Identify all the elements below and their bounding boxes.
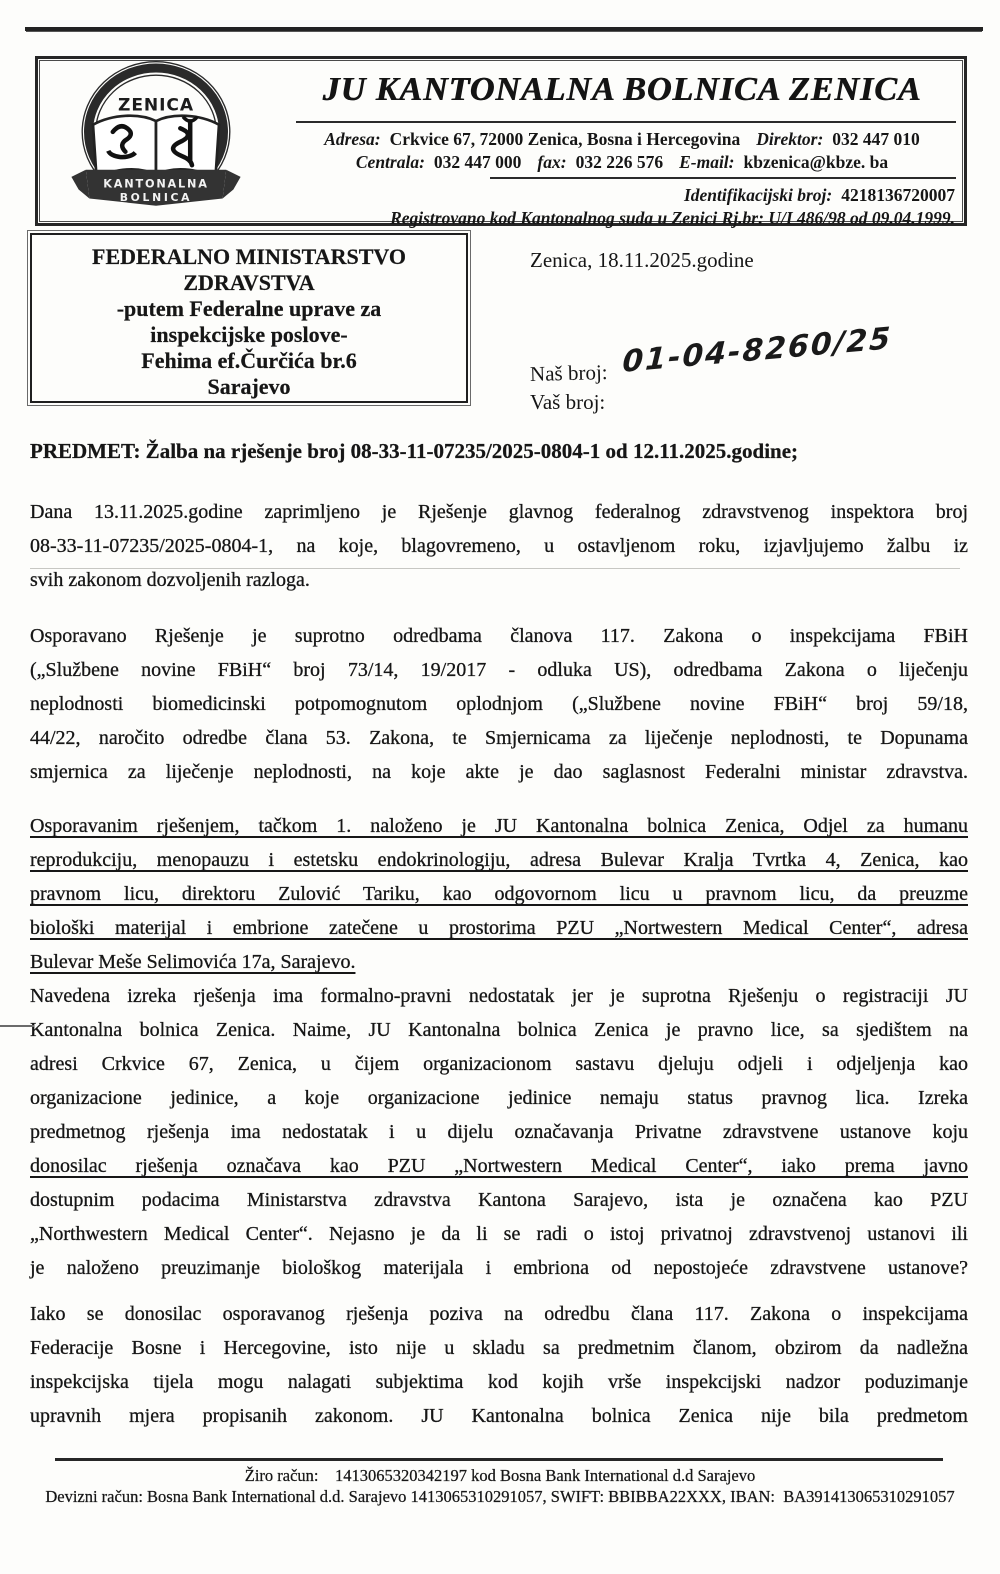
body-line: biološki materijal i embrione zatečene u prostorima PZU „Nortwestern Medical Center“, adresa — [30, 917, 968, 939]
body-line: je naloženo preuzimanje biološkog materijala i embriona od nepostojeće zdravstvene ustanove? — [30, 1257, 968, 1279]
fax-label: fax: — [537, 152, 567, 172]
body-blocks — [30, 495, 968, 1433]
scan-artifact-line — [30, 568, 960, 569]
body-line: reprodukciju, menopauzu i estetsku endokrinologiju, adresa Bulevar Kralja Tvrtka 4, Zenica, kao — [30, 849, 968, 871]
centrala-phone: 032 447 000 — [433, 152, 522, 172]
address-value: Crkvice 67, 72000 Zenica, Bosna i Hercegovina — [389, 129, 741, 149]
registration-row: Registrovano kod Kantonalnog suda u Zenici Rj.br: U/I 486/98 od 09.04.1999. — [390, 208, 955, 228]
director-label: Direktor: — [756, 129, 824, 149]
our-number-label: Naš broj: — [529, 359, 608, 387]
body-line: („Službene novine FBiH“ broj 73/14, 19/2017 - odluka US), odredbama Zakona o liječenju — [30, 659, 968, 681]
body-line: donosilac rješenja označava kao PZU „Nortwestern Medical Center“, iako prema javno — [30, 1155, 968, 1177]
recipient-line: FEDERALNO MINISTARSTVO — [92, 244, 406, 269]
body-line: 08-33-11-07235/2025-0804-1, na koje, blagovremeno, u ostavljenom roku, izjavljujemo žalbu iz — [30, 535, 968, 557]
body-line: Kantonalna bolnica Zenica. Naime, JU Kantonalna bolnica Zenica je pravno lice, sa sjedištem na — [30, 1019, 968, 1041]
centrala-label: Centrala: — [355, 152, 425, 172]
body-line: svih zakonom dozvoljenih razloga. — [30, 569, 310, 591]
paragraph — [30, 809, 968, 1285]
email-label: E-mail: — [679, 152, 735, 172]
hospital-seal-icon — [66, 61, 246, 219]
footer-rule — [55, 1458, 943, 1461]
body-line: inspekcijska tijela mogu nalagati subjektima kod kojih vrše inspekcijski nadzor poduzimanje — [30, 1371, 968, 1393]
id-number: 4218136720007 — [841, 185, 955, 205]
body-line: Dana 13.11.2025.godine zaprimljeno je Rješenje glavnog federalnog zdravstvenog inspektora broj — [30, 501, 968, 523]
body-line: organizacione jedinice, a koje organizacione jedinice nemaju status pravnog lica. Izreka — [30, 1087, 968, 1109]
subject-line: PREDMET: Žalba na rješenje broj 08-33-11-07235/2025-0804-1 od 12.11.2025.godine; — [30, 439, 799, 463]
recipient-line: Fehima ef.Čurčića br.6 — [141, 348, 357, 373]
hospital-logo — [66, 61, 246, 219]
email-value: kbzenica@kbze. ba — [743, 152, 889, 172]
organization-name: JU KANTONALNA BOLNICA ZENICA — [322, 71, 922, 108]
body-line: Osporavano Rješenje je suprotno odredbama članova 117. Zakona o inspekcijama FBiH — [30, 625, 968, 647]
body-line: Iako se donosilac osporavanog rješenja poziva na odredbu člana 117. Zakona o inspekcijama — [30, 1303, 968, 1325]
logo-ribbon-line1: KANTONALNA — [103, 177, 209, 191]
letterhead-box — [35, 56, 967, 226]
body-line: Osporavanim rješenjem, tačkom 1. naloženo je JU Kantonalna bolnica Zenica, Odjel za humanu — [30, 815, 968, 837]
body-line: 44/22, naročito odredbe člana 53. Zakona, te Smjernicama za liječenje neplodnosti, te Dopunama — [30, 727, 968, 749]
letter-body — [30, 437, 968, 1433]
body-line: Bulevar Meše Selimovića 17a, Sarajevo. — [30, 951, 356, 973]
fax-number: 032 226 576 — [575, 152, 664, 172]
place-and-date: Zenica, 18.11.2025.godine — [530, 248, 754, 272]
body-line: predmetnog rješenja ima nedostatak i u dijelu označavanja Privatne zdravstvene ustanove koju — [30, 1121, 968, 1143]
body-line: upravnih mjera propisanih zakonom. JU Kantonalna bolnica Zenica nije bila predmetom — [30, 1405, 968, 1427]
body-line: Navedena izreka rješenja ima formalno-pravni nedostatak jer je suprotna Rješenju o registraciji JU — [30, 985, 968, 1007]
id-label: Identifikacijski broj: — [683, 185, 833, 205]
id-number-row — [288, 185, 955, 206]
paragraph — [30, 495, 968, 597]
director-phone: 032 447 010 — [832, 129, 920, 149]
recipient-line: ZDRAVSTVA — [183, 270, 315, 295]
your-number-label: Vaš broj: — [530, 390, 606, 414]
recipient-line: inspekcijske poslove- — [150, 322, 348, 347]
recipient-line: -putem Federalne uprave za — [116, 296, 382, 321]
body-line: pravnom licu, direktoru Zulović Tariku, kao odgovornom licu u pravnom licu, da preuzme — [30, 883, 968, 905]
body-line: Federacije Bosne i Hercegovine, isto nije u skladu sa predmetnim članom, obzirom da nadležna — [30, 1337, 968, 1359]
our-number-handwritten-value: 01-04-8260/25 — [621, 321, 894, 380]
devizni-account-line: Devizni račun: Bosna Bank International d.d. Sarajevo 1413065310291057, SWIFT: BBIBBA22XXX, IBAN: BA391413065310291057 — [45, 1487, 955, 1506]
scan-artifact-dash — [0, 1025, 34, 1027]
body-line: „Northwestern Medical Center“. Nejasno je da li se radi o istoj privatnoj zdravstvenoj ustanovi ili — [30, 1223, 968, 1245]
body-line: dostupnim podacima Ministarstva zdravstva Kantona Sarajevo, ista je označena kao PZU — [30, 1189, 968, 1211]
giro-account-line: Žiro račun: 1413065320342197 kod Bosna Bank International d.d Sarajevo — [244, 1466, 756, 1485]
paragraph — [30, 1297, 968, 1433]
contact-separator-rule — [490, 177, 956, 179]
recipient-line: Sarajevo — [207, 374, 291, 399]
top-border-rule — [25, 27, 983, 31]
paragraph — [30, 619, 968, 789]
recipient-box — [30, 233, 468, 403]
phone-row — [288, 152, 956, 173]
body-line: adresi Crkvice 67, Zenica, u čijem organizacionom sastavu djeluju odjeli i odjeljenja kao — [30, 1053, 968, 1075]
body-line: smjernica za liječenje neplodnosti, na koje akte je dao saglasnost Federalni ministar zdravstva. — [30, 761, 968, 783]
body-line: neplodnosti biomedicinski potpomognutom oplodnjom („Službene novine FBiH“ broj 59/18, — [30, 693, 968, 715]
book-right-page — [156, 116, 219, 179]
address-row — [288, 129, 956, 150]
address-label: Adresa: — [324, 129, 381, 149]
logo-city-text: ZENICA — [118, 95, 194, 116]
logo-ribbon-line2: BOLNICA — [119, 191, 193, 205]
logo-ribbon — [71, 170, 240, 206]
title-underline-rule — [296, 121, 956, 123]
recipient-box-lines — [32, 244, 466, 400]
